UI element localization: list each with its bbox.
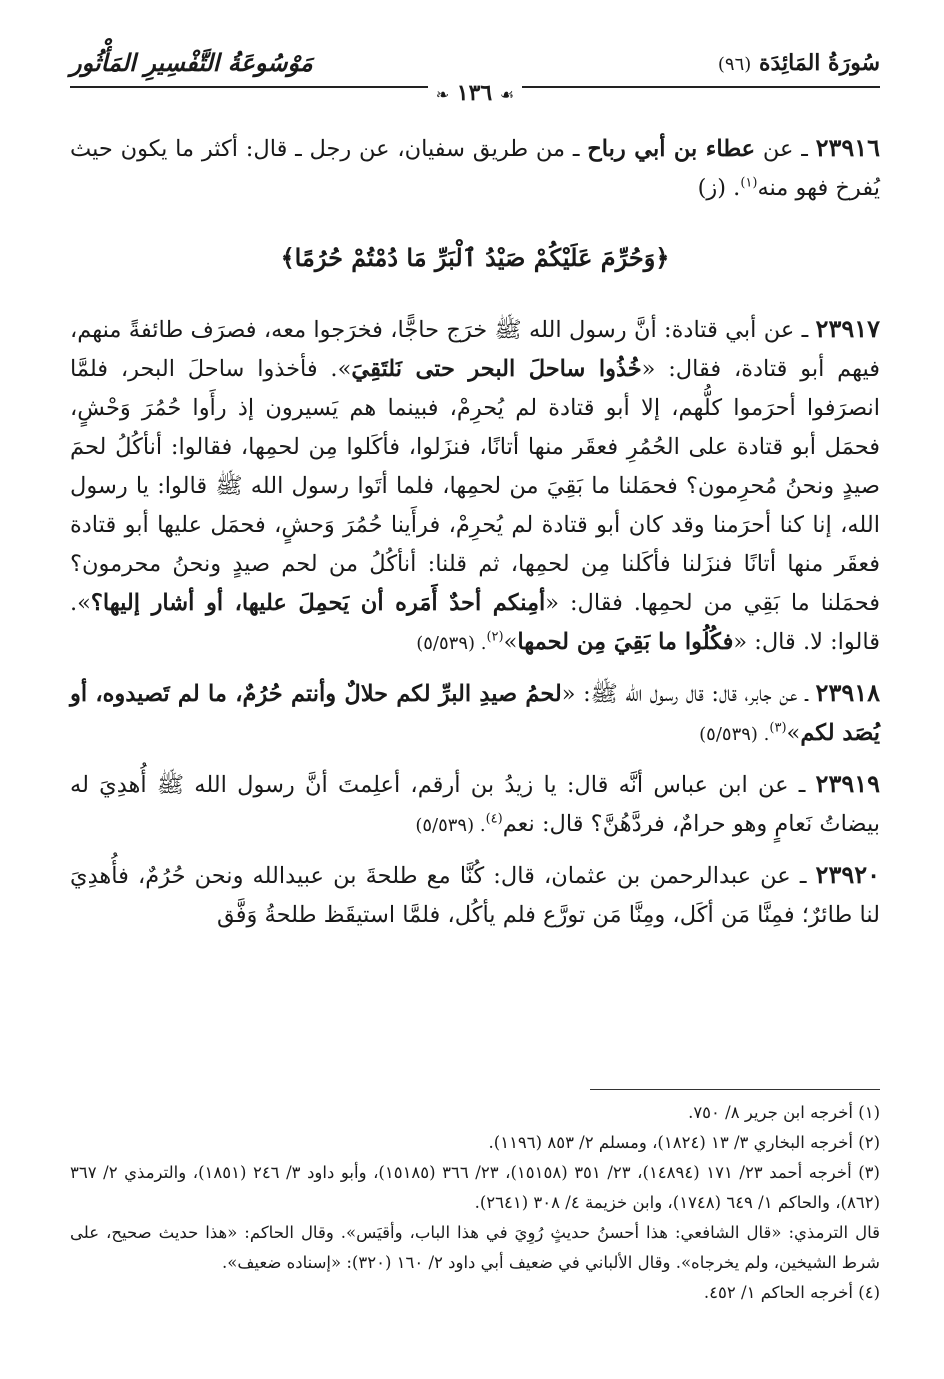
- footnote: (٤) أخرجه الحاكم ١/ ٤٥٢.: [703, 1283, 880, 1302]
- footnote-marker: (١): [740, 175, 758, 191]
- entry-ref: . (٥/٥٣٩): [699, 724, 770, 745]
- entry-text: ». قالوا: لا. قال: «: [70, 590, 880, 655]
- entry-text: »: [503, 629, 518, 655]
- entry-text: ـ عن ابن عباس أنَّه قال: يا زيدُ بن أرقم، أعلِمتَ أنَّ رسول الله ﷺ أُهدِيَ له بيضاتُ نَعامٍ وهو حرامٌ، فردَّهُنَّ؟ قال: نعم: [70, 772, 880, 837]
- footnote: (٢) أخرجه البخاري ٣/ ١٣ (١٨٢٤)، ومسلم ٢/ ٨٥٣ (١١٩٦).: [488, 1133, 880, 1152]
- entry-text: ـ عن عبدالرحمن بن عثمان، قال: كُنَّا مع طلحةَ بن عبيدالله ونحن حُرُمٌ، فأُهدِيَ لنا طائرٌ؛ فمِنَّا مَن أكَل، ومِنَّا مَن تورَّع فلم يأكُل، فلمَّا استيقَظ طلحةُ وَفَّق: [70, 863, 880, 928]
- footnote-marker: (٢): [486, 629, 504, 645]
- page-header: [70, 46, 880, 106]
- entry-23917: [70, 309, 880, 663]
- entry-number: ٢٣٩١٧: [815, 314, 880, 343]
- hadith-quote: أمِنكم أحدٌ أَمَره أن يَحمِلَ عليها، أو أشار إليها؟: [90, 590, 546, 616]
- surah-number: (٩٦): [717, 54, 752, 75]
- quran-verse: ﴿وَحُرِّمَ عَلَيْكُمْ صَيْدُ ٱلْبَرِّ مَا دُمْتُمْ حُرُمًا﴾: [280, 243, 670, 272]
- page-number-value: ١٣٦: [456, 80, 493, 106]
- entry-number: ٢٣٩٢٠: [815, 860, 880, 889]
- surah-name: سُورَةُ المَائِدَة: [758, 50, 880, 76]
- entry-number: ٢٣٩١٦: [815, 133, 881, 162]
- entry-23918: [70, 673, 880, 754]
- footnote-marker: (٤): [485, 811, 503, 827]
- entry-23920: [70, 855, 880, 935]
- entry-text: »: [786, 720, 801, 746]
- footnotes: [70, 1098, 880, 1308]
- ornament-right-icon: ☙: [499, 85, 515, 104]
- footnote-marker: (٣): [769, 720, 787, 736]
- hadith-quote: لحمُ صيدِ البرِّ لكم حلالٌ وأنتم حُرُمٌ، ما لم تَصيدوه، أو يُصَد لكم: [70, 681, 880, 746]
- narrator-name: عطاء بن أبي رباح: [587, 136, 756, 162]
- entry-23919: [70, 764, 880, 845]
- hadith-quote: خُذُوا ساحلَ البحر حتى نَلتَقِيَ: [351, 356, 642, 382]
- page-number: [70, 80, 880, 106]
- footnote: قال الترمذي: «قال الشافعي: هذا أحسنُ حديثٍ رُوِيَ في هذا الباب، وأقيَس». وقال الحاكم: «هذا حديث صحيح، على شرط الشيخين، ولم يخرجاه». وقال الألباني في ضعيف أبي داود ٢/ ١٦٠ (٣٢٠): «إسناده ضعيف».: [70, 1223, 880, 1272]
- ornament-left-icon: ❧: [435, 85, 450, 104]
- entry-number: ٢٣٩١٨: [815, 678, 880, 707]
- hadith-quote: فكُلُوا ما بَقِيَ مِن لحمها: [517, 629, 734, 655]
- entry-23916: [70, 128, 880, 208]
- entry-text: ». فأخذوا ساحلَ البحر، فلمَّا انصرَفوا أحرَموا كلُّهم، إلا أبو قتادة لم يُحرِمْ، فبينما هم يَسيرون إذ رأَوا حُمُرَ وَحْشٍ، فحمَل أبو قتادة على الحُمُرِ فعقَر منها أتانًا، فنزَلوا، فأكَلوا مِن لحمِها، فقالوا: أنأكُلُ لحمَ صيدٍ ونحنُ مُحرِمون؟ فحمَلنا ما بَقِيَ من لحمِها، فلما أتَوا رسول الله ﷺ قالوا: يا رسول الله، إنا كنا أحرَمنا وقد كان أبو قتادة لم يُحرِمْ، فرأَينا حُمُرَ وَحشٍ، فحمَل عليها أبو قتادة فعقَر منها أتانًا فنزَلنا فأكَلنا مِن لحمِها، ثم قلنا: أنأكُلُ من لحم صيدٍ ونحنُ محرمون؟ فحمَلنا ما بَقِي من لحمِها. فقال: «: [70, 356, 881, 616]
- entry-ref: . (٥/٥٣٩): [415, 815, 486, 836]
- footnote: (١) أخرجه ابن جرير ٨/ ٧٥٠.: [688, 1103, 880, 1122]
- entry-text: ـ من طريق سفيان، عن رجل ـ قال: أكثر ما يكون حيث يُفرخ فهو منه: [70, 136, 880, 201]
- footnote: (٣) أخرجه أحمد ٢٣/ ١٧١ (١٤٨٩٤)، ٢٣/ ٣٥١ (١٥١٥٨)، ٢٣/ ٣٦٦ (١٥١٨٥)، وأبو داود ٣/ ٢٤٦ (١٨٥١)، والترمذي ٢/ ٣٦٧ (٨٦٢)، والحاكم ١/ ٦٤٩ (١٧٤٨)، وابن خزيمة ٤/ ٣٠٨ (٢٦٤١).: [70, 1163, 880, 1212]
- entry-ref: . (٥/٥٣٩): [416, 633, 487, 654]
- main-text: [70, 128, 880, 945]
- entry-text: ـ عن أبي قتادة: أنَّ رسول الله ﷺ خرَج حاجًّا، فخرَجوا معه، فصرَف طائفةً منهم، فيهم أبو قتادة، فقال: «: [70, 317, 881, 382]
- surah-title: [718, 50, 880, 76]
- entry-text: ـ عن جابر، قال: قال رسول الله ﷺ: «: [561, 681, 816, 707]
- book-title: مَوْسُوعَةُ التَّفْسِيرِ المَأْثُور: [70, 48, 313, 77]
- page: [70, 46, 880, 1336]
- footnote-rule: [590, 1089, 880, 1090]
- entry-number: ٢٣٩١٩: [815, 769, 880, 798]
- entry-ref: . (ز): [697, 175, 741, 201]
- entry-text: ـ عن: [755, 136, 816, 162]
